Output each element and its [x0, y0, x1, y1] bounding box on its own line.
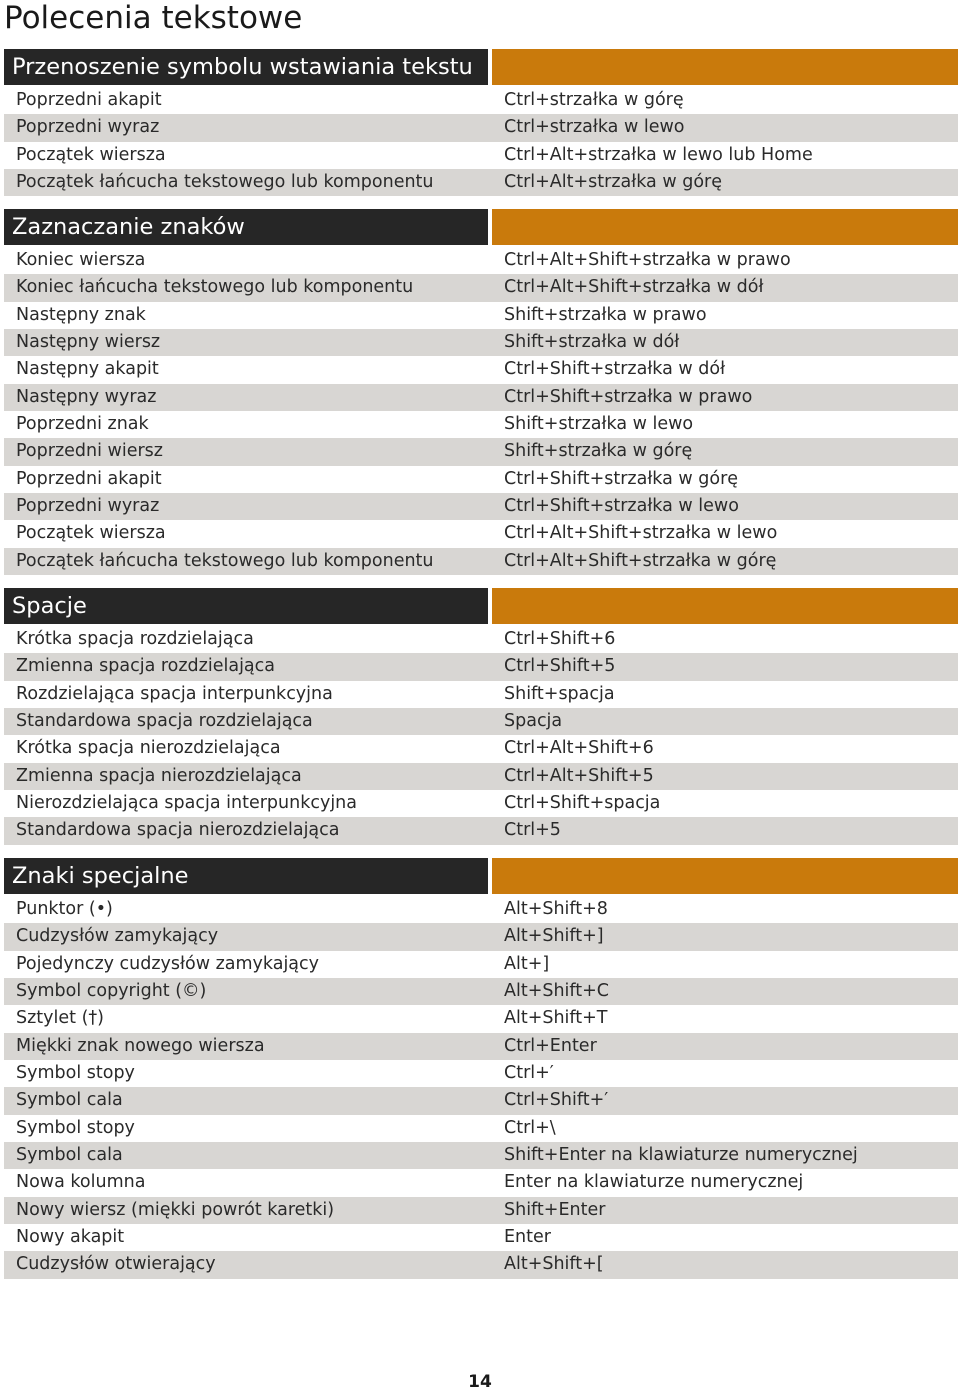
table-row: [4, 274, 958, 301]
shortcut-keys: Ctrl+Enter: [504, 1035, 597, 1056]
command-label: Poprzedni wyraz: [16, 496, 160, 517]
command-label: Poprzedni znak: [16, 414, 149, 435]
section-accent-bar: [492, 209, 958, 245]
table-row: [4, 1251, 958, 1278]
shortcut-keys: Ctrl+Shift+6: [504, 629, 616, 649]
shortcut-keys: Ctrl+5: [504, 820, 561, 841]
command-label: Symbol cala: [16, 1145, 123, 1166]
command-label: Początek wiersza: [16, 144, 166, 165]
page-title: Polecenia tekstowe: [4, 0, 303, 36]
table-row: [4, 896, 958, 923]
shortcut-keys: Shift+strzałka w dół: [504, 332, 680, 353]
table-row: [4, 1224, 958, 1251]
shortcut-keys: Enter: [504, 1227, 551, 1248]
shortcut-keys: Shift+strzałka w prawo: [504, 304, 707, 325]
table-row: [4, 142, 958, 169]
table-row: [4, 1033, 958, 1060]
command-label: Koniec łańcucha tekstowego lub komponentu: [16, 277, 414, 298]
command-label: Nowy wiersz (miękki powrót karetki): [16, 1199, 335, 1220]
table-row: [4, 1005, 958, 1032]
shortcut-keys: Ctrl+Shift+strzałka w prawo: [504, 386, 753, 407]
table-row: [4, 114, 958, 141]
section-header: [4, 49, 958, 85]
command-label: Cudzysłów zamykający: [16, 926, 219, 947]
command-label: Symbol stopy: [16, 1117, 135, 1138]
command-label: Następny akapit: [16, 359, 159, 380]
command-label: Sztylet (†): [16, 1008, 104, 1029]
command-label: Miękki znak nowego wiersza: [16, 1035, 265, 1056]
table-row: [4, 1087, 958, 1114]
section-header: [4, 209, 958, 245]
command-label: Poprzedni wyraz: [16, 117, 160, 138]
table-row: [4, 708, 958, 735]
shortcut-keys: Alt+Shift+8: [504, 899, 608, 919]
command-label: Krótka spacja rozdzielająca: [16, 629, 254, 649]
shortcut-table: [4, 626, 958, 845]
section-title: Przenoszenie symbolu wstawiania tekstu: [4, 49, 488, 85]
shortcut-keys: Shift+strzałka w górę: [504, 441, 693, 462]
table-row: [4, 817, 958, 844]
section-title: Zaznaczanie znaków: [4, 209, 488, 245]
shortcut-keys: Ctrl+Alt+Shift+strzałka w dół: [504, 277, 764, 298]
command-label: Poprzedni akapit: [16, 468, 162, 489]
table-row: [4, 438, 958, 465]
command-label: Nowa kolumna: [16, 1172, 146, 1193]
page-number: 14: [468, 1372, 492, 1392]
table-row: [4, 247, 958, 274]
table-row: [4, 493, 958, 520]
shortcut-keys: Alt+Shift+T: [504, 1008, 608, 1029]
shortcut-keys: Ctrl+Alt+Shift+strzałka w lewo: [504, 523, 778, 544]
table-row: [4, 653, 958, 680]
shortcut-table: [4, 896, 958, 1279]
command-label: Następny znak: [16, 304, 146, 325]
table-row: [4, 1115, 958, 1142]
table-row: [4, 169, 958, 196]
table-row: [4, 302, 958, 329]
table-row: [4, 763, 958, 790]
command-label: Standardowa spacja nierozdzielająca: [16, 820, 340, 841]
command-label: Cudzysłów otwierający: [16, 1254, 216, 1275]
command-label: Początek wiersza: [16, 523, 166, 544]
command-label: Początek łańcucha tekstowego lub komponentu: [16, 172, 434, 193]
table-row: [4, 87, 958, 114]
table-row: [4, 329, 958, 356]
section-spaces: [4, 588, 958, 845]
shortcut-keys: Ctrl+Alt+Shift+5: [504, 765, 654, 786]
shortcut-keys: Ctrl+Shift+strzałka w lewo: [504, 496, 739, 517]
command-label: Pojedynczy cudzysłów zamykający: [16, 953, 320, 974]
command-label: Poprzedni akapit: [16, 90, 162, 110]
shortcut-keys: Ctrl+\: [504, 1117, 556, 1138]
shortcut-keys: Spacja: [504, 711, 563, 732]
shortcut-keys: Ctrl+strzałka w lewo: [504, 117, 685, 138]
shortcut-keys: Shift+Enter: [504, 1199, 606, 1220]
command-label: Punktor (•): [16, 899, 113, 919]
table-row: [4, 356, 958, 383]
shortcut-keys: Ctrl+Shift+strzałka w górę: [504, 468, 739, 489]
shortcut-keys: Ctrl+strzałka w górę: [504, 90, 684, 110]
section-selecting-characters: [4, 209, 958, 575]
shortcut-keys: Shift+strzałka w lewo: [504, 414, 694, 435]
section-accent-bar: [492, 49, 958, 85]
shortcut-keys: Ctrl+Alt+Shift+strzałka w prawo: [504, 250, 791, 270]
shortcut-keys: Enter na klawiaturze numerycznej: [504, 1172, 804, 1193]
command-label: Nierozdzielająca spacja interpunkcyjna: [16, 793, 358, 814]
section-accent-bar: [492, 588, 958, 624]
shortcut-table: [4, 87, 958, 196]
command-label: Rozdzielająca spacja interpunkcyjna: [16, 683, 333, 704]
shortcut-keys: Ctrl+Shift+′: [504, 1090, 609, 1111]
command-label: Następny wyraz: [16, 386, 157, 407]
table-row: [4, 951, 958, 978]
section-caret-movement: [4, 49, 958, 196]
shortcut-keys: Ctrl+Shift+strzałka w dół: [504, 359, 726, 380]
table-row: [4, 978, 958, 1005]
table-row: [4, 626, 958, 653]
table-row: [4, 1169, 958, 1196]
command-label: Symbol cala: [16, 1090, 123, 1111]
table-row: [4, 681, 958, 708]
command-label: Następny wiersz: [16, 332, 161, 353]
command-label: Poprzedni wiersz: [16, 441, 163, 462]
table-row: [4, 466, 958, 493]
command-label: Symbol copyright (©): [16, 981, 207, 1002]
section-title: Znaki specjalne: [4, 858, 488, 894]
section-header: [4, 858, 958, 894]
section-title: Spacje: [4, 588, 488, 624]
shortcut-keys: Ctrl+Shift+spacja: [504, 793, 661, 814]
command-label: Zmienna spacja nierozdzielająca: [16, 765, 302, 786]
shortcut-keys: Ctrl+Shift+5: [504, 656, 616, 677]
table-row: [4, 1060, 958, 1087]
table-row: [4, 548, 958, 575]
shortcut-keys: Alt+Shift+]: [504, 926, 604, 947]
command-label: Symbol stopy: [16, 1063, 135, 1084]
shortcut-keys: Ctrl+Alt+Shift+6: [504, 738, 654, 759]
table-row: [4, 411, 958, 438]
shortcut-keys: Shift+Enter na klawiaturze numerycznej: [504, 1145, 858, 1166]
shortcut-keys: Ctrl+Alt+Shift+strzałka w górę: [504, 550, 777, 571]
shortcut-keys: Ctrl+′: [504, 1063, 554, 1084]
shortcut-keys: Alt+Shift+[: [504, 1254, 604, 1275]
table-row: [4, 1142, 958, 1169]
command-label: Nowy akapit: [16, 1227, 125, 1248]
shortcut-keys: Alt+]: [504, 953, 550, 974]
table-row: [4, 520, 958, 547]
command-label: Zmienna spacja rozdzielająca: [16, 656, 275, 677]
shortcut-keys: Ctrl+Alt+strzałka w górę: [504, 172, 722, 193]
table-row: [4, 1197, 958, 1224]
command-label: Krótka spacja nierozdzielająca: [16, 738, 281, 759]
table-row: [4, 735, 958, 762]
section-header: [4, 588, 958, 624]
shortcut-keys: Ctrl+Alt+strzałka w lewo lub Home: [504, 144, 813, 165]
command-label: Standardowa spacja rozdzielająca: [16, 711, 313, 732]
table-row: [4, 790, 958, 817]
section-special-characters: [4, 858, 958, 1279]
shortcut-table: [4, 247, 958, 575]
command-label: Początek łańcucha tekstowego lub komponentu: [16, 550, 434, 571]
section-accent-bar: [492, 858, 958, 894]
command-label: Koniec wiersza: [16, 250, 146, 270]
shortcut-keys: Shift+spacja: [504, 683, 615, 704]
table-row: [4, 923, 958, 950]
shortcut-keys: Alt+Shift+C: [504, 981, 610, 1002]
table-row: [4, 384, 958, 411]
